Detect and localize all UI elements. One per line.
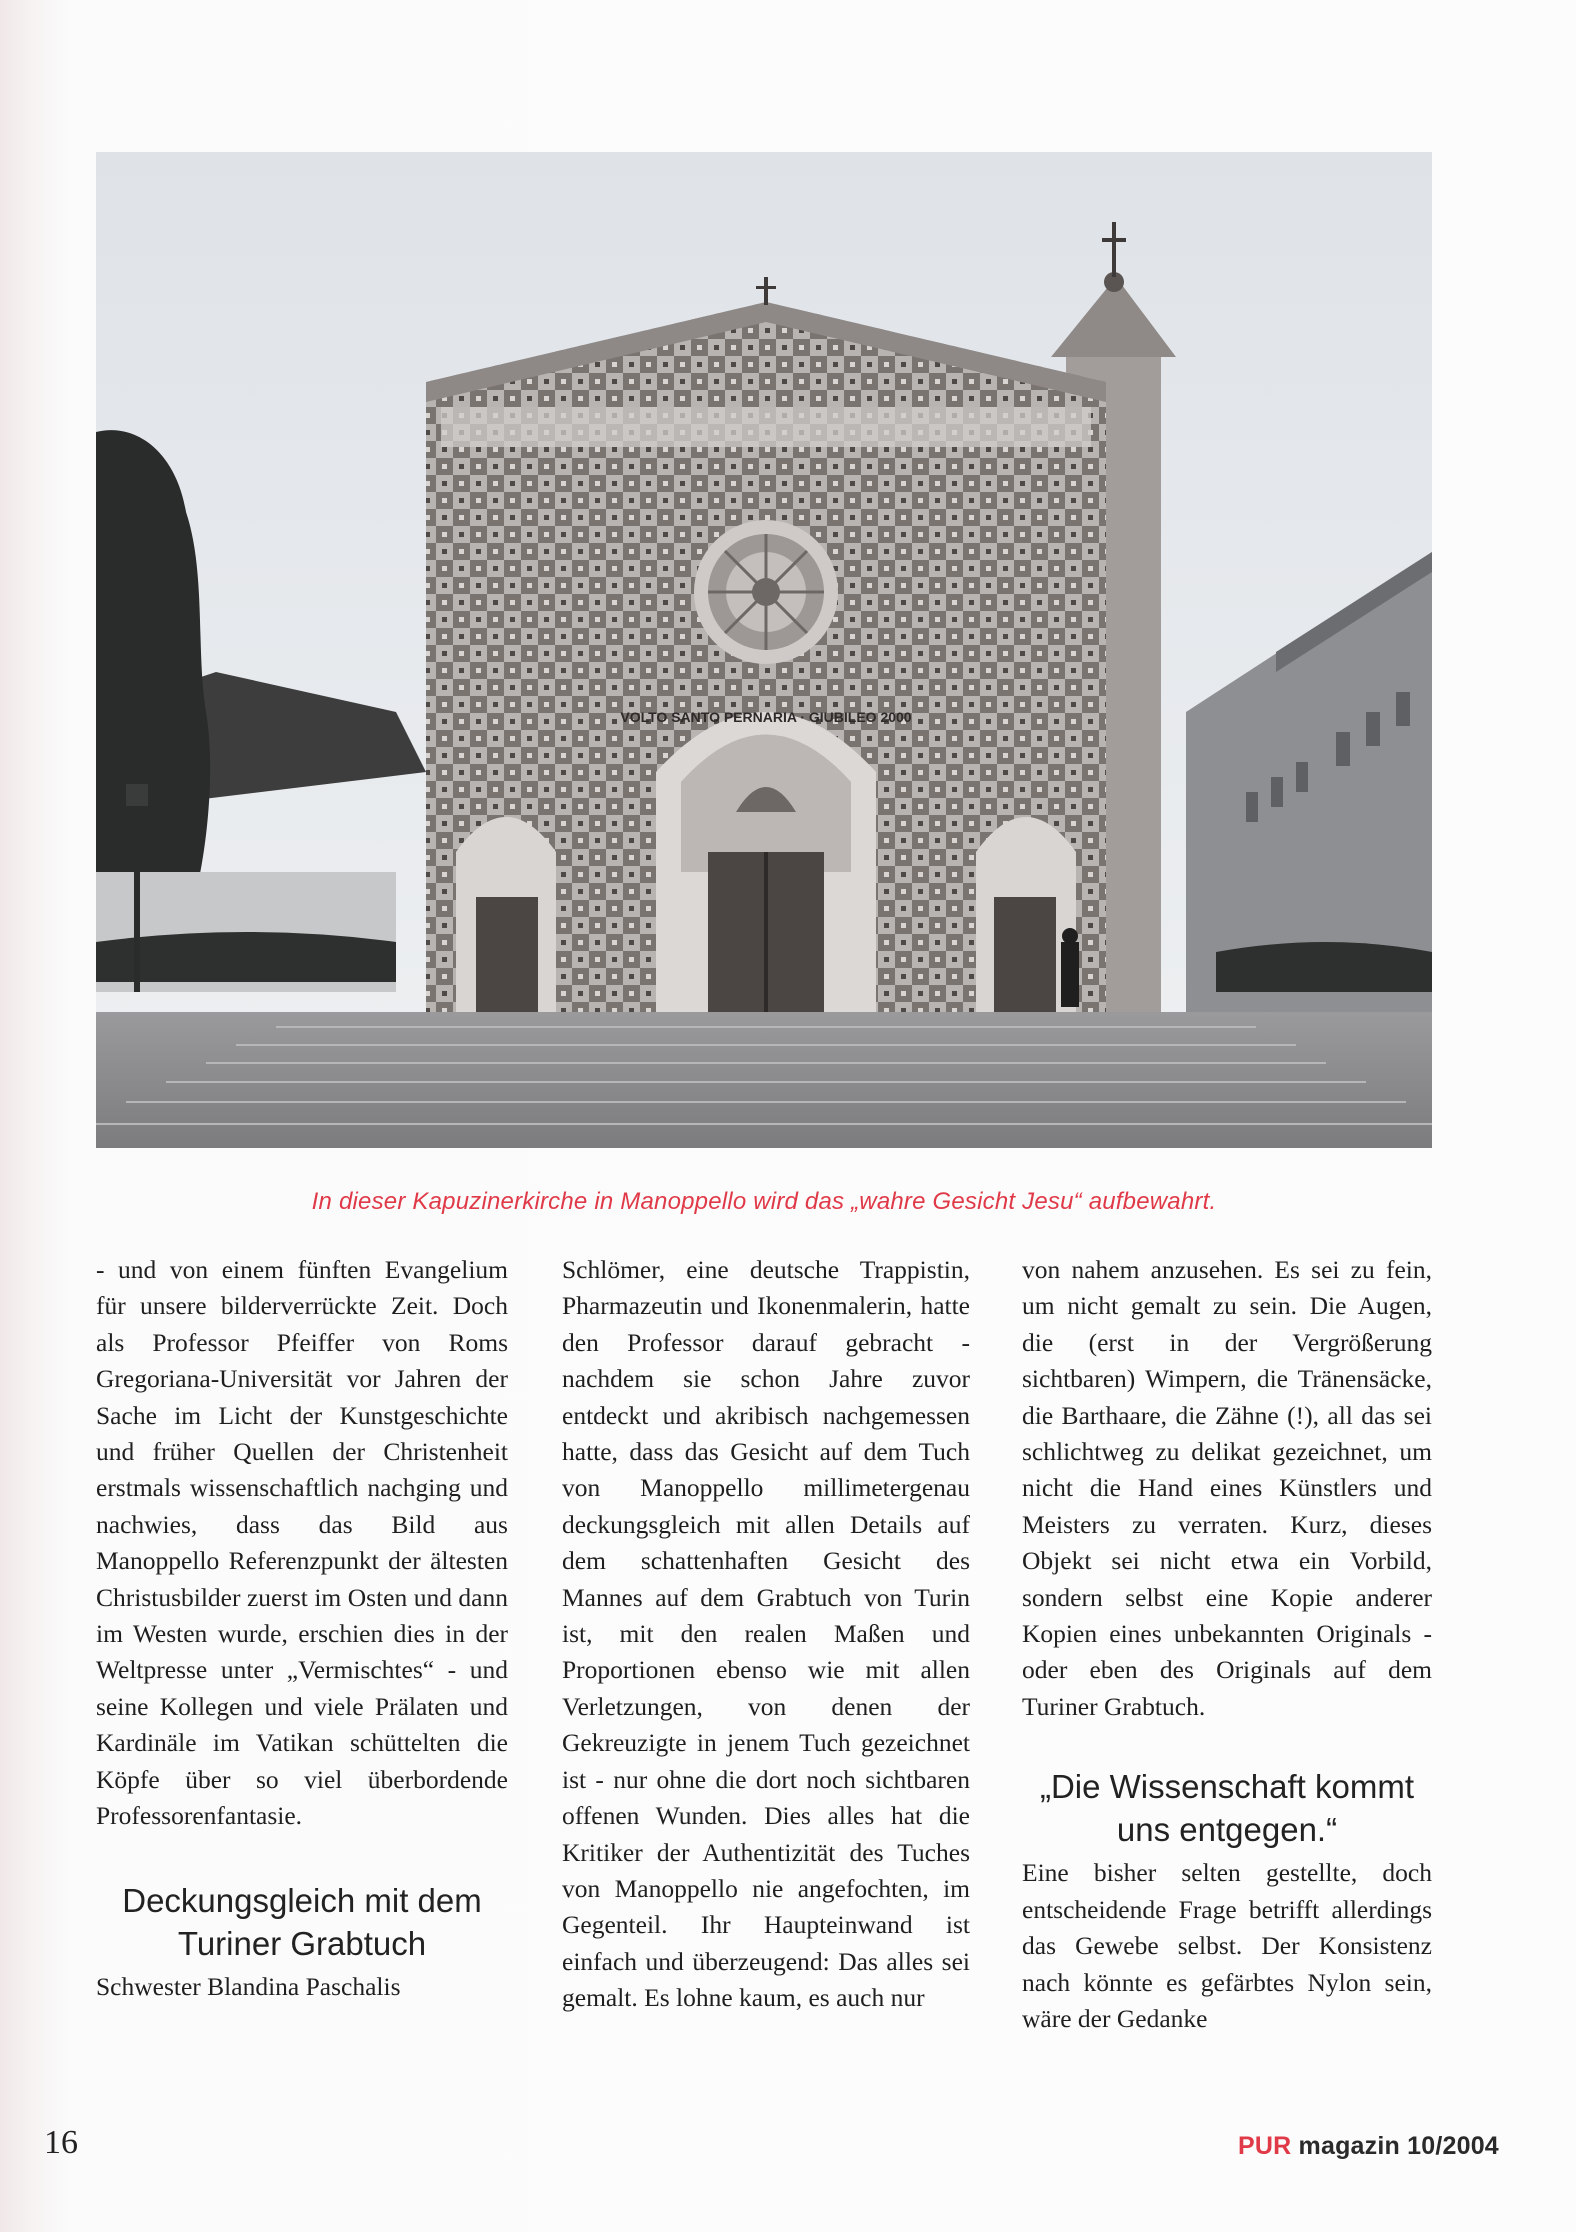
footer-brand: PUR: [1238, 2132, 1292, 2160]
footer-issue: 10/2004: [1407, 2132, 1499, 2160]
text-column-2: [562, 1252, 970, 2017]
church-photo: [96, 152, 1432, 1148]
column-2-paragraph: Schlömer, eine deutsche Trappistin, Pharmazeutin und Ikonenmalerin, hatte den Professor darauf gebracht - nachdem sie schon Jahre zuvor entdeckt und akribisch nachgemessen hatte, dass das Gesicht auf dem Tuch von Manoppello millimetergenau deckungsgleich mit allen Details auf dem schattenhaften Gesicht des Mannes auf dem Grabtuch von Turin ist, mit den realen Maßen und Proportionen ebenso wie mit allen Verletzungen, von denen der Gekreuzigte in jenem Tuch gezeichnet ist - nur ohne die dort noch sichtbaren offenen Wunden. Dies alles hat die Kritiker der Authentizität des Tuches von Manoppello nie angefochten, im Gegenteil. Ihr Haupteinwand ist einfach und überzeugend: Das alles sei gemalt. Es lohne kaum, es auch nur: [562, 1255, 970, 2013]
church-illustration: [96, 152, 1432, 1148]
page-number: 16: [44, 2124, 78, 2161]
subheading-wissenschaft: „Die Wissenschaft kommt uns entgegen.“: [1039, 1768, 1415, 1849]
photo-inscription: VOLTO SANTO PERNARIA · GIUBILEO 2000: [620, 709, 912, 725]
text-column-1: [96, 1252, 508, 2005]
column-1-continuation: Schwester Blandina Paschalis: [96, 1971, 401, 2001]
column-3-paragraph: von nahem anzusehen. Es sei zu fein, um nicht gemalt zu sein. Die Augen, die (erst in der Vergrößerung sichtbaren) Wimpern, die Tränensäcke, die Barthaare, die Zähne (!), all das sei schlichtweg zu delikat gezeichnet, um nicht die Hand eines Künstlers und Meisters zu verraten. Kurz, dieses Objekt sei nicht etwa ein Vorbild, sondern selbst eine Kopie anderer Kopien eines unbekannten Originals - oder eben des Originals auf dem Turiner Grabtuch.: [1022, 1255, 1432, 1721]
column-1-paragraph: - und von einem fünften Evangelium für unsere bilderverrückte Zeit. Doch als Professor Pfeiffer von Roms Gregoriana-Universität vor Jahren der Sache im Licht der Kunstgeschichte und früher Quellen der Christenheit erstmals wissenschaftlich nachging und nachwies, dass das Bild aus Manoppello Referenzpunkt der ältesten Christusbilder zuerst im Osten und dann im Westen wurde, erschien dies in der Weltpresse unter „Vermischtes“ - und seine Kollegen und viele Prälaten und Kardinäle im Vatikan schüttelten die Köpfe über so viel überbordende Professorenfantasie.: [96, 1255, 508, 1831]
magazine-footer: [1238, 2132, 1499, 2161]
column-3-continuation: Eine bisher selten gestellte, doch entscheidende Frage betrifft allerdings das Gewebe selbst. Der Konsistenz nach könnte es gefärbtes Nylon sein, wäre der Gedanke: [1022, 1858, 1432, 2033]
footer-magazine: magazin: [1298, 2132, 1400, 2160]
photo-caption: In dieser Kapuzinerkirche in Manoppello wird das „wahre Gesicht Jesu“ aufbewahrt.: [311, 1188, 1217, 1215]
text-column-3: [1022, 1252, 1432, 2037]
subheading-turiner-grabtuch: Deckungsgleich mit dem Turiner Grabtuch: [122, 1881, 482, 1962]
